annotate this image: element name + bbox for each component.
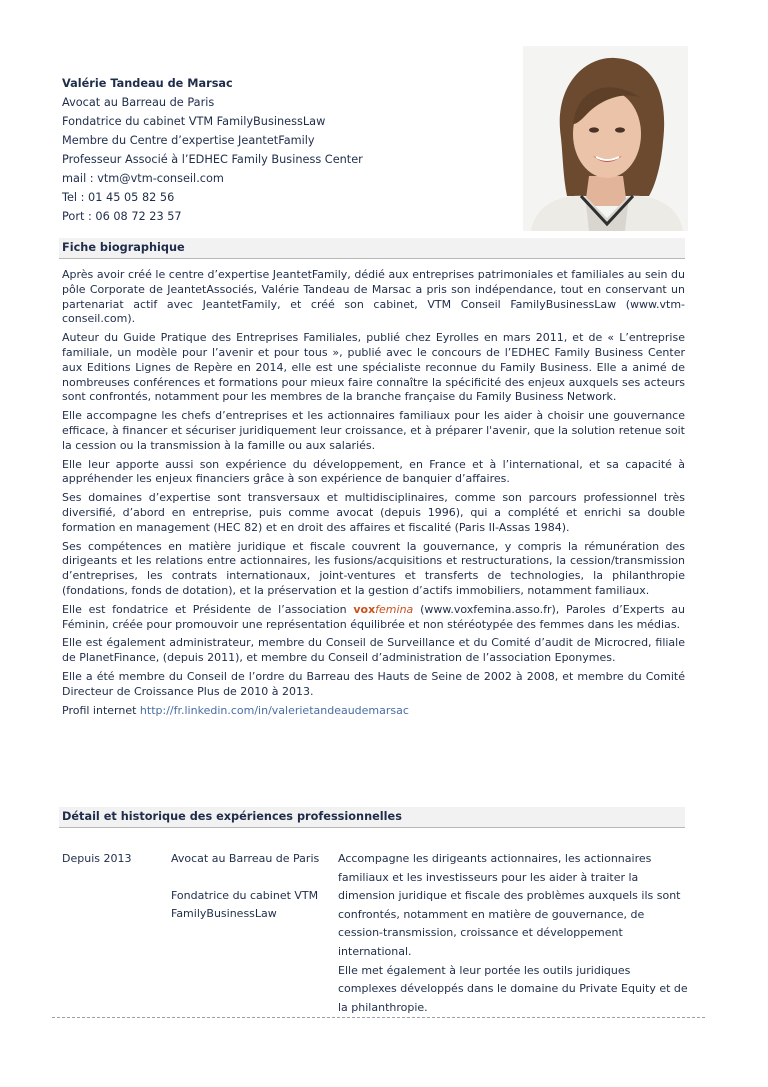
phone-line: Tel : 01 45 05 82 56 (62, 191, 175, 204)
paragraph: Elle leur apporte aussi son expérience du développement, en France et à l’international, et sa capacité à appréhender les enjeux financiers grâce à son expérience de banquier d’affaires. (62, 457, 685, 486)
biography-text (62, 268, 685, 722)
email-line: mail : vtm@vtm-conseil.com (62, 172, 224, 185)
voxfemina-logo (353, 603, 413, 616)
contact-line: Avocat au Barreau de Paris (62, 96, 215, 109)
contact-line: Professeur Associé à l’EDHEC Family Business Center (62, 153, 363, 166)
profile-line (62, 704, 685, 719)
paragraph: Après avoir créé le centre d’expertise JeantetFamily, dédié aux entreprises patrimoniales et familiales au sein du pôle Corporate de JeantetAssociés, Valérie Tandeau de Marsac a pris son indépendance, tout en conservant un partenariat actif avec JeantetFamily, et créé son cabinet, VTM Conseil FamilyBusinessLaw (www.vtm-conseil.com). (62, 268, 685, 326)
experience-roles (171, 850, 321, 924)
section-title: Détail et historique des expériences professionnelles (62, 810, 402, 823)
linkedin-link[interactable]: http://fr.linkedin.com/in/valerietandeaudemarsac (139, 703, 409, 717)
experience-description (338, 850, 688, 1017)
paragraph: Auteur du Guide Pratique des Entreprises Familiales, publié chez Eyrolles en mars 2011, et de « L’entreprise familiale, un modèle pour l’avenir et pour tous », publié avec le concours de l’EDHEC Family Business Center aux Editions Lignes de Repère en 2014, elle est une spécialiste reconnue du Family Business. Elle a animé de nombreuses conférences et formations pour mieux faire connaître la spécificité des enjeux auxquels ses acteurs sont confrontés, notamment pour les membres de la branche française du Family Business Network. (62, 331, 685, 404)
mobile-line: Port : 06 08 72 23 57 (62, 210, 182, 223)
person-name: Valérie Tandeau de Marsac (62, 77, 233, 90)
paragraph: Elle a été membre du Conseil de l’ordre du Barreau des Hauts de Seine de 2002 à 2008, et membre du Comité Directeur de Croissance Plus de 2010 à 2013. (62, 669, 685, 698)
paragraph: Elle est également administrateur, membre du Conseil de Surveillance et du Comité d’audit de Microcred, filiale de PlanetFinance, (depuis 2011), et membre du Conseil d’administration de l’association Eponymes. (62, 636, 685, 665)
description-text: Elle met également à leur portée les outils juridiques complexes développés dans le domaine du Private Equity et de la philanthropie. (338, 963, 688, 1014)
portrait-photo (523, 46, 688, 231)
text-span: (www.voxfemina.asso.fr), Paroles d’Experts au Féminin, créée pour promouvoir une représentation équilibrée et non stéréotypée des femmes dans les médias. (62, 602, 686, 631)
paragraph: Elle accompagne les chefs d’entreprises et les actionnaires familiaux pour les aider à choisir une gouvernance efficace, à financer et sécuriser juridiquement leur croissance, et à préparer l'avenir, que la solution retenue soit la cession ou la transmission à la famille ou aux salariés. (62, 409, 685, 452)
contact-line: Membre du Centre d’expertise JeantetFamily (62, 134, 315, 147)
paragraph-voxfemina (62, 603, 685, 633)
section-title: Fiche biographique (62, 241, 185, 254)
contact-line: Fondatrice du cabinet VTM FamilyBusinessLaw (62, 115, 326, 128)
description-text: Accompagne les dirigeants actionnaires, les actionnaires familiaux et les investisseurs pour les aider à traiter la dimension juridique et fiscale des problèmes auxquels ils sont confrontés, notamment en matière de gouvernance, de cession-transmission, croissance et développement international. (338, 852, 681, 958)
logo-vox: vox (353, 602, 376, 616)
paragraph: Ses compétences en matière juridique et fiscale couvrent la gouvernance, y compris la rémunération des dirigeants et les relations entre actionnaires, les fusions/acquisitions et restructurations, la cession/transmission d’entreprises, les contrats internationaux, joint-ventures et transferts de technologies, la philanthropie (fondations, fonds de dotation), et la préservation et la gestion d’actifs immobiliers, notamment familiaux. (62, 539, 685, 597)
section-header-biography (59, 238, 685, 259)
experience-date: Depuis 2013 (62, 852, 132, 865)
profile-label: Profil internet (62, 703, 140, 717)
role-title: Avocat au Barreau de Paris (171, 852, 320, 865)
section-header-experience (59, 807, 685, 828)
role-title: Fondatrice du cabinet VTM FamilyBusinessLaw (171, 888, 319, 921)
text-span: Elle est fondatrice et Présidente de l’association (62, 602, 354, 616)
paragraph: Ses domaines d’expertise sont transversaux et multidisciplinaires, comme son parcours professionnel très diversifié, d’abord en entreprise, puis comme avocat (depuis 1996), qui a complété et enrichi sa double formation en management (HEC 82) et en droit des affaires et fiscalité (Paris II-Assas 1984). (62, 491, 685, 534)
page-divider (52, 1017, 705, 1018)
contact-block (62, 74, 502, 226)
logo-femina: femina (375, 602, 414, 616)
